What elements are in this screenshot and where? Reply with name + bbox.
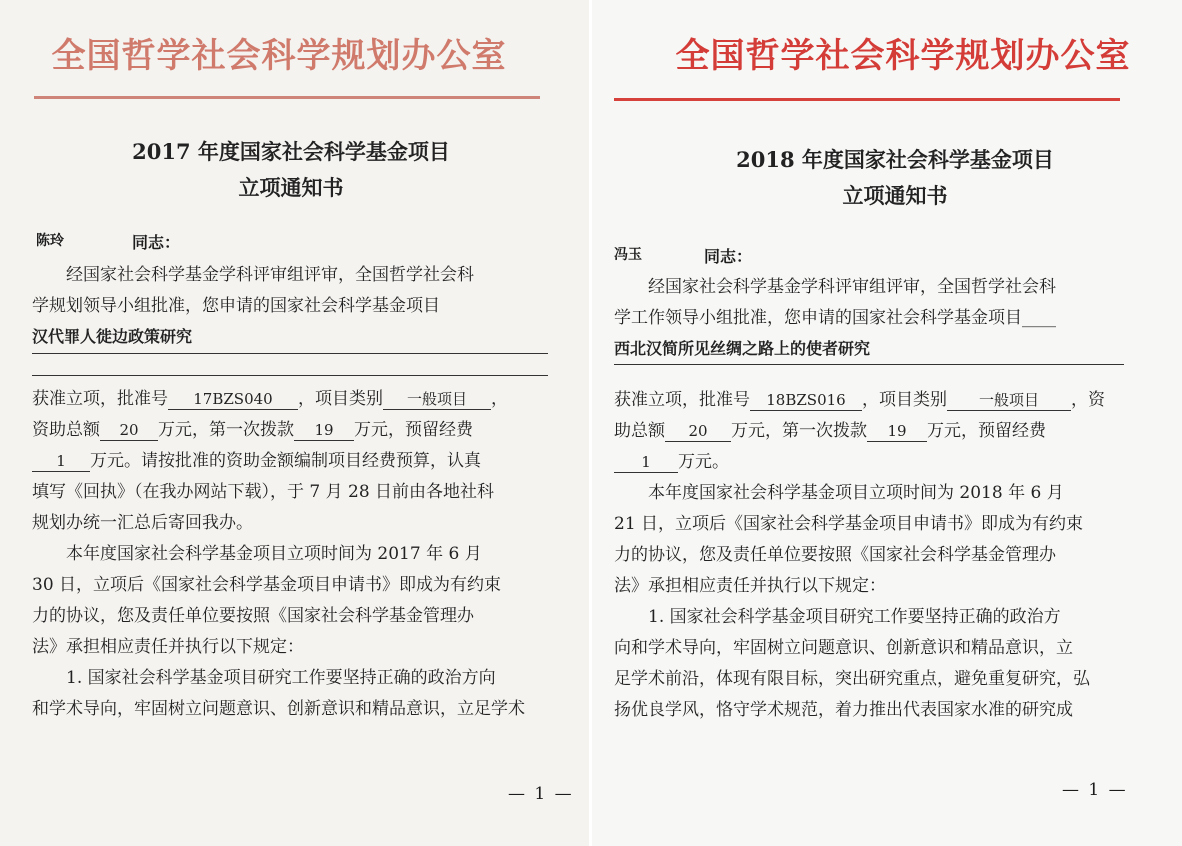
header-rule — [614, 98, 1120, 101]
approval-line: 获准立项，批准号 17BZS040 ，项目类别 一般项目 ， — [32, 389, 508, 409]
body-line: 法》承担相应责任并执行以下规定： — [32, 637, 304, 657]
reserve-line: 1 万元。 — [614, 447, 1124, 478]
body-line: 法》承担相应责任并执行以下规定： — [614, 576, 886, 596]
body-line: 学工作领导小组批准，您申请的国家社会科学基金项目____ — [614, 308, 1056, 328]
body-line: 21 日，立项后《国家社会科学基金项目申请书》即成为有约束 — [614, 514, 1084, 534]
body-line: 1. 国家社会科学基金项目研究工作要坚持正确的政治方向 — [66, 668, 496, 688]
body-line: 经国家社会科学基金学科评审组评审，全国哲学社会科 — [648, 277, 1056, 297]
body-line: 1. 国家社会科学基金项目研究工作要坚持正确的政治方 — [648, 607, 1061, 627]
body-line: 规划办统一汇总后寄回我办。 — [32, 513, 253, 533]
document-title — [600, 142, 1182, 214]
body-line: 30 日，立项后《国家社会科学基金项目申请书》即成为有约束 — [32, 575, 502, 595]
funding-line: 助总额 20 万元，第一次拨款 19 万元，预留经费 — [614, 421, 1046, 441]
title-line-1: 2018 年度国家社会科学基金项目 — [736, 147, 1054, 172]
total-funding: 20 — [665, 421, 731, 442]
office-header: 全国哲学社会科学规划办公室 — [675, 36, 1131, 76]
recipient-name: 陈玲 — [36, 233, 64, 249]
body-line: 学规划领导小组批准，您申请的国家社会科学基金项目 — [32, 296, 440, 316]
recipient-name: 冯玉 — [614, 247, 642, 263]
notice-2018 — [592, 0, 1182, 846]
first-payment: 19 — [294, 420, 354, 441]
notice-2017 — [0, 0, 590, 846]
reserve-line: 1 万元。请按批准的资助金额编制项目经费预算，认真 — [32, 446, 548, 477]
project-title: 汉代罪人徙边政策研究 — [32, 322, 548, 354]
notice-body — [32, 260, 548, 725]
first-payment: 19 — [867, 421, 927, 442]
office-header: 全国哲学社会科学规划办公室 — [51, 36, 507, 76]
blank-rule — [32, 353, 548, 376]
addressee — [36, 230, 181, 252]
notice-body — [614, 272, 1124, 726]
title-line-2: 立项通知书 — [238, 175, 344, 200]
title-line-1: 2017 年度国家社会科学基金项目 — [132, 139, 450, 164]
body-line: 和学术导向，牢固树立问题意识、创新意识和精品意识，立足学术 — [32, 699, 525, 719]
body-line: 力的协议，您及责任单位要按照《国家社会科学基金管理办 — [32, 606, 474, 626]
reserve-funding: 1 — [32, 451, 90, 472]
body-line: 本年度国家社会科学基金项目立项时间为 2017 年 6 月 — [66, 544, 482, 564]
title-line-2: 立项通知书 — [842, 183, 948, 208]
body-line: 扬优良学风，恪守学术规范，着力推出代表国家水准的研究成 — [614, 700, 1073, 720]
project-title: 西北汉简所见丝绸之路上的使者研究 — [614, 334, 1124, 365]
approval-line: 获准立项，批准号 18BZS016 ，项目类别 一般项目 ，资 — [614, 390, 1105, 410]
body-line: 填写《回执》（在我办网站下载），于 7 月 28 日前由各地社科 — [32, 482, 495, 502]
project-category: 一般项目 — [947, 390, 1071, 411]
body-line: 向和学术导向，牢固树立问题意识、创新意识和精品意识，立 — [614, 638, 1073, 658]
total-funding: 20 — [100, 420, 158, 441]
document-title — [0, 134, 586, 206]
comrade-label: 同志： — [132, 233, 181, 252]
approval-number: 17BZS040 — [168, 389, 298, 410]
reserve-funding: 1 — [614, 452, 678, 473]
page-number: — 1 — — [1062, 780, 1128, 800]
body-line: 足学术前沿，体现有限目标，突出研究重点，避免重复研究，弘 — [614, 669, 1090, 689]
body-line: 经国家社会科学基金学科评审组评审，全国哲学社会科 — [66, 265, 474, 285]
project-category: 一般项目 — [383, 389, 491, 410]
addressee — [614, 244, 753, 266]
comrade-label: 同志： — [704, 247, 753, 266]
body-line: 力的协议，您及责任单位要按照《国家社会科学基金管理办 — [614, 545, 1056, 565]
page-number: — 1 — — [508, 784, 574, 804]
body-line: 本年度国家社会科学基金项目立项时间为 2018 年 6 月 — [648, 483, 1064, 503]
header-rule — [34, 96, 540, 99]
approval-number: 18BZS016 — [750, 390, 862, 411]
funding-line: 资助总额 20 万元，第一次拨款 19 万元，预留经费 — [32, 420, 473, 440]
